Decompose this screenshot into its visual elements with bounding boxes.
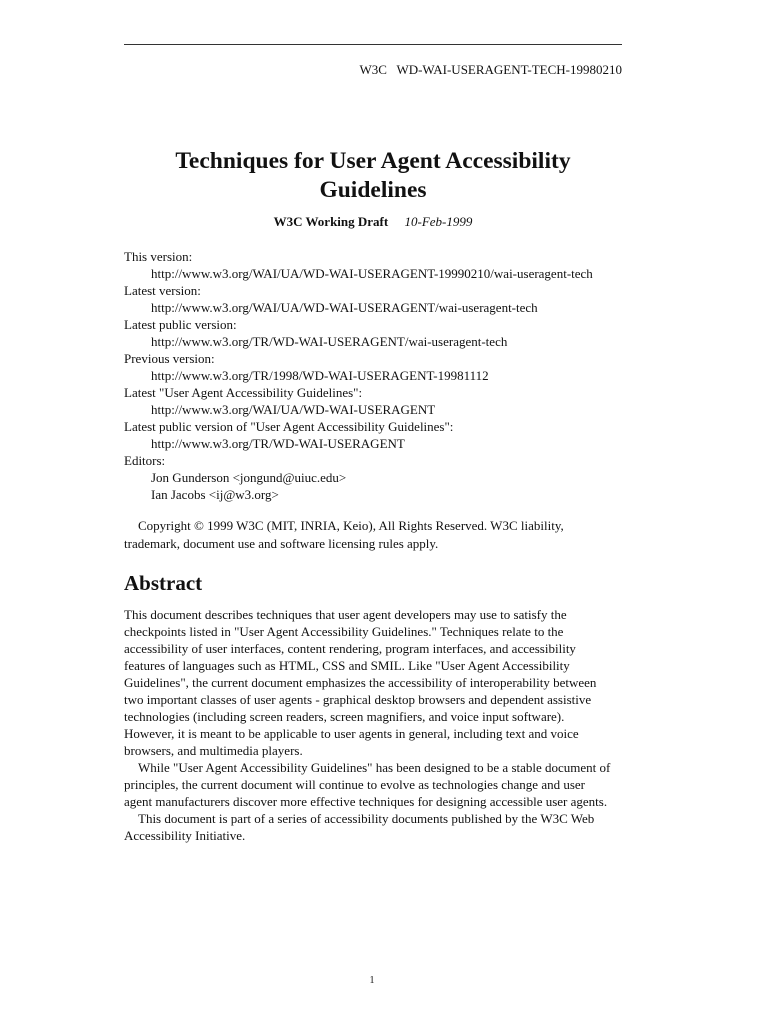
version-url-link[interactable]: http://www.w3.org/TR/WD-WAI-USERAGENT/wai-useragent-tech (151, 334, 508, 349)
abstract-body (124, 606, 614, 844)
version-label: Latest public version of "User Agent Accessibility Guidelines": (124, 419, 454, 434)
abstract-heading: Abstract (124, 571, 203, 595)
document-status (124, 214, 622, 230)
page-number: 1 (369, 975, 375, 986)
abstract-paragraph: While "User Agent Accessibility Guidelines" has been designed to be a stable document of principles, the current document will continue to evolve as technologies change and user agent manufacturers discover more effective techniques for designing accessible user agents. (124, 760, 611, 809)
abstract-paragraph: This document is part of a series of accessibility documents published by the W3C Web Accessibility Initiative. (124, 811, 595, 843)
version-label: Latest version: (124, 283, 201, 298)
version-label: Previous version: (124, 351, 215, 366)
header-rule (124, 44, 622, 45)
version-url-link[interactable]: http://www.w3.org/WAI/UA/WD-WAI-USERAGENT/wai-useragent-tech (151, 300, 538, 315)
status-date: 10-Feb-1999 (404, 214, 473, 229)
version-label: Latest "User Agent Accessibility Guidelines": (124, 385, 363, 400)
abstract-paragraph: This document describes techniques that user agent developers may use to satisfy the checkpoints listed in "User Agent Accessibility Guidelines." Techniques relate to the accessibility of user interfaces, content rendering, program interfaces, and accessibility features of languages such as HTML, CSS and SMIL. Like "User Agent Accessibility Guidelines", the current document emphasizes the accessibility of interoperability between two important classes of user agents - graphical desktop browsers and dependent assistive technologies (including screen readers, screen magnifiers, and voice input software). However, it is meant to be applicable to user agents in general, including text and voice browsers, and multimedia players. (124, 607, 597, 758)
editor-name: Jon Gunderson <jongund@uiuc.edu> (151, 470, 347, 485)
copyright-notice: Copyright © 1999 W3C (MIT, INRIA, Keio), All Rights Reserved. W3C liability, trademark, document use and software licensing rules apply. (124, 518, 564, 551)
version-url-link[interactable]: http://www.w3.org/WAI/UA/WD-WAI-USERAGENT-19990210/wai-useragent-tech (151, 266, 593, 281)
version-list (124, 248, 644, 503)
version-label: This version: (124, 249, 193, 264)
running-header: W3C WD-WAI-USERAGENT-TECH-19980210 (359, 62, 622, 77)
version-url-link[interactable]: http://www.w3.org/TR/1998/WD-WAI-USERAGENT-19981112 (151, 368, 489, 383)
version-url-link[interactable]: http://www.w3.org/TR/WD-WAI-USERAGENT (151, 436, 405, 451)
editors-label: Editors: (124, 453, 166, 468)
version-label: Latest public version: (124, 317, 237, 332)
editor-name: Ian Jacobs <ij@w3.org> (151, 487, 279, 502)
document-title: Techniques for User Agent Accessibility Guidelines (175, 148, 571, 203)
version-url-link[interactable]: http://www.w3.org/WAI/UA/WD-WAI-USERAGENT (151, 402, 436, 417)
status-stage: W3C Working Draft (273, 214, 389, 229)
